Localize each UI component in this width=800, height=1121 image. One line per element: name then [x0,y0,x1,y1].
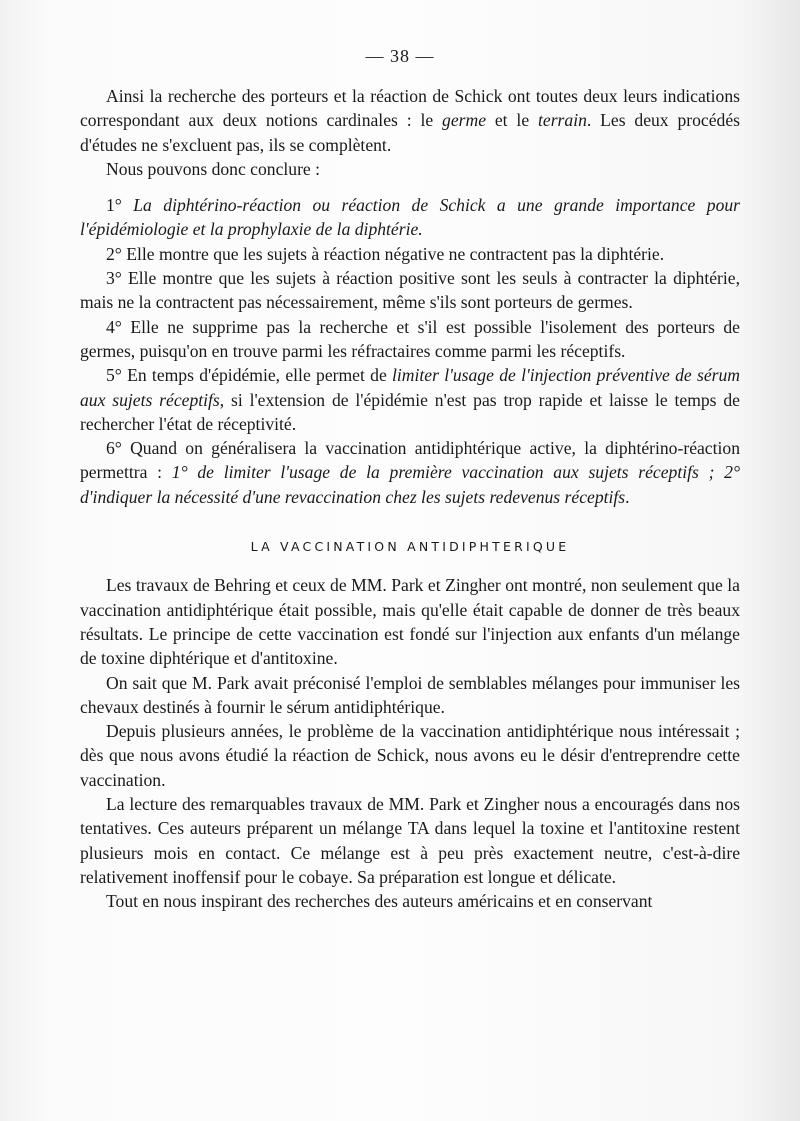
text-run: et le [486,110,538,131]
conclusion-item-4: 4° Elle ne supprime pas la recherche et s'il est possible l'isolement des porteurs de germes, puisqu'on en trouve parmi les réfractaires comme parmi les réceptifs. [80,316,740,361]
text-run: Ainsi la recherche des porteurs et la réaction de Schick ont toutes deux leurs indications correspondant aux deux notions cardinales : le [80,86,740,131]
conclusion-item-3: 3° Elle montre que les sujets à réaction positive sont les seuls à contracter la diphtérie, mais ne la contractent pas nécessairement, même s'ils sont porteurs de germes. [80,268,740,313]
italic-term-germe: germe [442,110,486,131]
text-run: 5° En temps d'épidémie, elle permet de [106,365,393,386]
section-paragraph-5: Tout en nous inspirant des recherches des auteurs américains et en conservant [106,891,653,912]
text-run: 6° Quand on généralisera la vaccination antidiphtérique active, la diphtérino-réaction permettra : [80,438,740,483]
italic-text: 1° de limiter l'usage de la première vaccination aux sujets réceptifs ; 2° d'indiquer la nécessité d'une revaccination chez les sujets redevenus réceptifs [80,462,741,507]
italic-text: limiter l'usage de l'injection préventive de sérum aux sujets réceptifs [80,365,740,410]
section-paragraph-3: Depuis plusieurs années, le problème de la vaccination antidiphtérique nous intéressait ; dès que nous avons étudié la réaction de Schick, nous avons eu le désir d'entreprendre cette vaccination. [80,721,740,790]
section-heading: LA VACCINATION ANTIDIPHTERIQUE [250,539,570,555]
section-paragraph-4: La lecture des remarquables travaux de MM. Park et Zingher nous a encouragés dans nos tentatives. Ces auteurs préparent un mélange TA dans lequel la toxine et l'antitoxine restent plusieurs mois en contact. Ce mélange est à peu près exactement neutre, c'est-à-dire relativement inoffensif pour le cobaye. Sa préparation est longue et délicate. [80,794,740,887]
section-paragraph-1: Les travaux de Behring et ceux de MM. Park et Zingher ont montré, non seulement que la vaccination antidiphtérique était possible, mais qu'elle était capable de donner de très beaux résultats. Le principe de cette vaccination est fondé sur l'injection aux enfants d'un mélange de toxine diphtérique et d'antitoxine. [80,575,740,669]
text-run: , si l'extension de l'épidémie n'est pas trop rapide et laisse le temps de rechercher l'état de réceptivité. [80,389,740,434]
section-paragraph-2: On sait que M. Park avait préconisé l'emploi de semblables mélanges pour immuniser les chevaux destinés à fournir le sérum antidiphtérique. [80,672,740,717]
text-run: . Les deux procédés d'études ne s'excluent pas, ils se complètent. [80,110,740,155]
conclusion-item-2: 2° Elle montre que les sujets à réaction négative ne contractent pas la diphtérie. [106,243,665,264]
document-body [80,84,740,914]
italic-text: La diphtérino-réaction ou réaction de Schick a une grande importance pour l'épidémiologie et la prophylaxie de la diphtérie. [80,195,741,240]
italic-term-terrain: terrain [538,110,587,131]
paragraph-conclusion-lead: Nous pouvons donc conclure : [106,158,321,179]
text-run: . [625,486,630,507]
conclusion-item-6 [80,436,740,509]
paragraph-intro [80,84,740,157]
conclusion-item-1 [80,193,740,242]
conclusion-item-5 [80,363,740,436]
page-number: — 38 — [365,46,435,66]
item-number: 1° [106,195,134,216]
